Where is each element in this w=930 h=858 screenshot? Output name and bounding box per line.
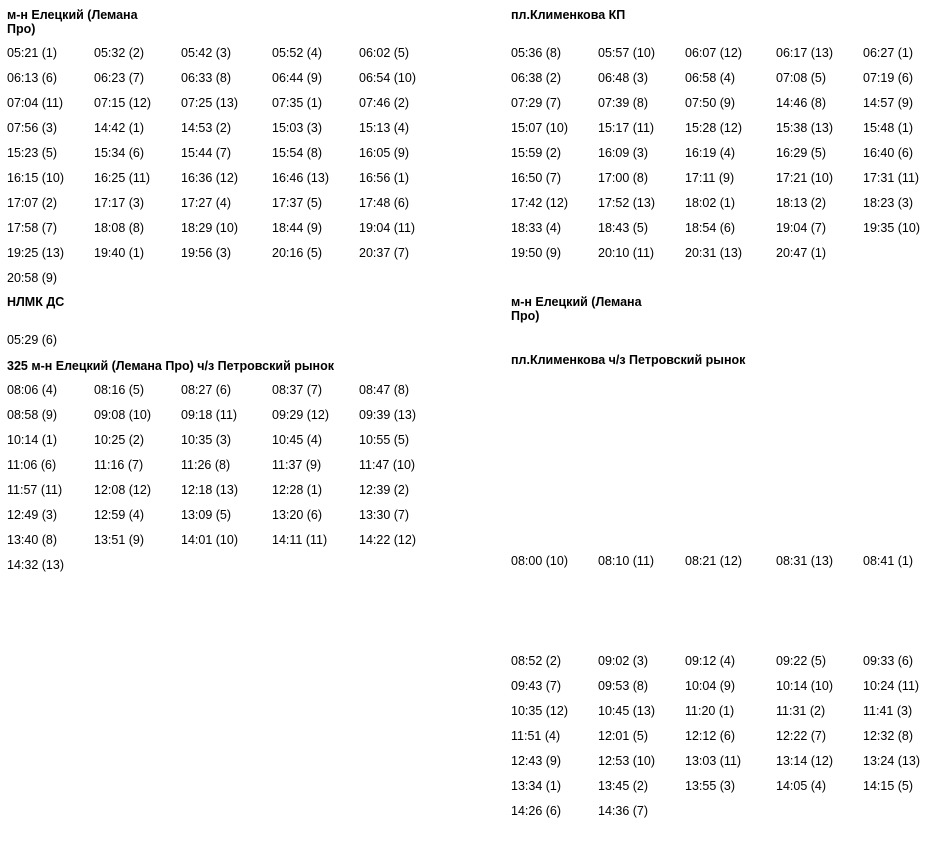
departure-time: 08:58 (9) <box>7 408 58 422</box>
departure-time: 08:27 (6) <box>181 383 232 397</box>
departure-time: 07:19 (6) <box>863 71 914 85</box>
departure-time: 20:10 (11) <box>598 246 655 260</box>
departure-time: 15:03 (3) <box>272 121 323 135</box>
departure-time: 15:34 (6) <box>94 146 145 160</box>
departure-time: 10:35 (3) <box>181 433 232 447</box>
departure-time: 18:23 (3) <box>863 196 914 210</box>
departure-time: 15:59 (2) <box>511 146 562 160</box>
departure-time: 11:41 (3) <box>863 704 913 718</box>
departure-time: 12:28 (1) <box>272 483 323 497</box>
departure-time: 08:37 (7) <box>272 383 323 397</box>
departure-time: 17:31 (11) <box>863 171 920 185</box>
departure-time: 06:23 (7) <box>94 71 145 85</box>
departure-time: 19:25 (13) <box>7 246 64 260</box>
departure-time: 16:19 (4) <box>685 146 736 160</box>
departure-time: 16:56 (1) <box>359 171 410 185</box>
departure-time: 10:45 (4) <box>272 433 323 447</box>
departure-time: 12:01 (5) <box>598 729 649 743</box>
departure-time: 05:42 (3) <box>181 46 232 60</box>
departure-time: 14:57 (9) <box>863 96 914 110</box>
departure-time: 06:27 (1) <box>863 46 914 60</box>
departure-time: 13:40 (8) <box>7 533 58 547</box>
departure-time: 17:37 (5) <box>272 196 323 210</box>
departure-time: 07:50 (9) <box>685 96 736 110</box>
departure-time: 05:29 (6) <box>7 333 58 347</box>
departure-time: 12:32 (8) <box>863 729 914 743</box>
departure-time: 17:21 (10) <box>776 171 833 185</box>
departure-time: 11:31 (2) <box>776 704 826 718</box>
departure-time: 16:36 (12) <box>181 171 238 185</box>
departure-time: 08:16 (5) <box>94 383 145 397</box>
departure-time: 19:35 (10) <box>863 221 920 235</box>
departure-time: 08:10 (11) <box>598 554 655 568</box>
departure-time: 11:26 (8) <box>181 458 231 472</box>
departure-time: 14:32 (13) <box>7 558 64 572</box>
departure-time: 05:57 (10) <box>598 46 655 60</box>
departure-time: 08:47 (8) <box>359 383 410 397</box>
departure-time: 16:40 (6) <box>863 146 914 160</box>
departure-time: 13:45 (2) <box>598 779 649 793</box>
departure-time: 06:54 (10) <box>359 71 416 85</box>
departure-time: 15:28 (12) <box>685 121 742 135</box>
departure-time: 10:24 (11) <box>863 679 920 693</box>
departure-time: 15:38 (13) <box>776 121 833 135</box>
departure-time: 06:33 (8) <box>181 71 232 85</box>
departure-time: 06:13 (6) <box>7 71 58 85</box>
time-grid <box>7 328 447 353</box>
departure-time: 05:21 (1) <box>7 46 58 60</box>
departure-time: 09:18 (11) <box>181 408 238 422</box>
section-title: м-н Елецкий (Лемана Про) <box>511 295 642 323</box>
departure-time: 13:09 (5) <box>181 508 232 522</box>
left-column <box>7 0 447 578</box>
departure-time: 13:20 (6) <box>272 508 323 522</box>
section-title: пл.Клименкова КП <box>511 8 626 22</box>
departure-time: 15:44 (7) <box>181 146 232 160</box>
departure-time: 14:22 (12) <box>359 533 416 547</box>
departure-time: 08:31 (13) <box>776 554 833 568</box>
departure-time: 12:53 (10) <box>598 754 655 768</box>
departure-time: 18:54 (6) <box>685 221 736 235</box>
departure-time: 09:39 (13) <box>359 408 416 422</box>
right-column <box>511 0 930 824</box>
time-grid <box>7 41 447 291</box>
time-grid <box>511 649 930 824</box>
departure-time: 08:41 (1) <box>863 554 914 568</box>
departure-time: 12:08 (12) <box>94 483 151 497</box>
departure-time: 07:29 (7) <box>511 96 562 110</box>
departure-time: 08:21 (12) <box>685 554 742 568</box>
departure-time: 16:05 (9) <box>359 146 410 160</box>
departure-time: 19:04 (7) <box>776 221 827 235</box>
departure-time: 06:38 (2) <box>511 71 562 85</box>
departure-time: 08:52 (2) <box>511 654 562 668</box>
time-grid <box>511 41 930 266</box>
departure-time: 14:26 (6) <box>511 804 562 818</box>
departure-time: 09:33 (6) <box>863 654 914 668</box>
departure-time: 13:55 (3) <box>685 779 736 793</box>
departure-time: 20:16 (5) <box>272 246 323 260</box>
departure-time: 15:07 (10) <box>511 121 568 135</box>
departure-time: 12:49 (3) <box>7 508 58 522</box>
departure-time: 15:54 (8) <box>272 146 323 160</box>
departure-time: 12:43 (9) <box>511 754 562 768</box>
departure-time: 13:34 (1) <box>511 779 562 793</box>
departure-time: 18:29 (10) <box>181 221 238 235</box>
departure-time: 19:40 (1) <box>94 246 145 260</box>
departure-time: 17:00 (8) <box>598 171 649 185</box>
departure-time: 14:46 (8) <box>776 96 827 110</box>
departure-time: 08:06 (4) <box>7 383 58 397</box>
departure-time: 18:43 (5) <box>598 221 649 235</box>
departure-time: 07:04 (11) <box>7 96 64 110</box>
departure-time: 17:42 (12) <box>511 196 568 210</box>
departure-time: 10:35 (12) <box>511 704 568 718</box>
departure-time: 11:20 (1) <box>685 704 735 718</box>
departure-time: 14:53 (2) <box>181 121 232 135</box>
departure-time: 13:24 (13) <box>863 754 920 768</box>
departure-time: 14:01 (10) <box>181 533 238 547</box>
departure-time: 05:32 (2) <box>94 46 145 60</box>
departure-time: 09:53 (8) <box>598 679 649 693</box>
departure-time: 20:58 (9) <box>7 271 58 285</box>
departure-time: 06:44 (9) <box>272 71 323 85</box>
departure-time: 10:55 (5) <box>359 433 410 447</box>
departure-time: 15:48 (1) <box>863 121 914 135</box>
section-title: м-н Елецкий (Лемана Про) <box>7 8 138 36</box>
departure-time: 11:16 (7) <box>94 458 144 472</box>
departure-time: 15:23 (5) <box>7 146 58 160</box>
departure-time: 16:46 (13) <box>272 171 329 185</box>
departure-time: 10:14 (10) <box>776 679 833 693</box>
departure-time: 16:15 (10) <box>7 171 64 185</box>
departure-time: 15:17 (11) <box>598 121 655 135</box>
departure-time: 07:46 (2) <box>359 96 410 110</box>
departure-time: 17:11 (9) <box>685 171 735 185</box>
departure-time: 14:42 (1) <box>94 121 145 135</box>
departure-time: 07:25 (13) <box>181 96 238 110</box>
departure-time: 18:02 (1) <box>685 196 736 210</box>
section-title: 325 м-н Елецкий (Лемана Про) ч/з Петровский рынок <box>7 359 334 373</box>
departure-time: 07:15 (12) <box>94 96 151 110</box>
departure-time: 19:56 (3) <box>181 246 232 260</box>
departure-time: 08:00 (10) <box>511 554 568 568</box>
departure-time: 11:47 (10) <box>359 458 416 472</box>
departure-time: 17:52 (13) <box>598 196 655 210</box>
departure-time: 10:04 (9) <box>685 679 736 693</box>
time-grid <box>7 378 447 578</box>
departure-time: 13:03 (11) <box>685 754 742 768</box>
departure-time: 14:11 (11) <box>272 533 328 547</box>
departure-time: 14:15 (5) <box>863 779 914 793</box>
departure-time: 06:48 (3) <box>598 71 649 85</box>
departure-time: 17:07 (2) <box>7 196 58 210</box>
departure-time: 11:57 (11) <box>7 483 63 497</box>
departure-time: 17:27 (4) <box>181 196 232 210</box>
departure-time: 10:14 (1) <box>7 433 58 447</box>
departure-time: 18:08 (8) <box>94 221 145 235</box>
departure-time: 20:31 (13) <box>685 246 742 260</box>
departure-time: 17:17 (3) <box>94 196 145 210</box>
departure-time: 07:56 (3) <box>7 121 58 135</box>
departure-time: 09:12 (4) <box>685 654 736 668</box>
departure-time: 09:29 (12) <box>272 408 329 422</box>
departure-time: 13:14 (12) <box>776 754 833 768</box>
departure-time: 17:58 (7) <box>7 221 58 235</box>
departure-time: 17:48 (6) <box>359 196 410 210</box>
departure-time: 09:43 (7) <box>511 679 562 693</box>
departure-time: 18:33 (4) <box>511 221 562 235</box>
departure-time: 15:13 (4) <box>359 121 410 135</box>
departure-time: 12:59 (4) <box>94 508 145 522</box>
section-title: НЛМК ДС <box>7 295 65 309</box>
departure-time: 12:18 (13) <box>181 483 238 497</box>
departure-time: 11:51 (4) <box>511 729 561 743</box>
departure-time: 13:30 (7) <box>359 508 410 522</box>
departure-time: 11:37 (9) <box>272 458 322 472</box>
departure-time: 18:44 (9) <box>272 221 323 235</box>
departure-time: 18:13 (2) <box>776 196 827 210</box>
departure-time: 19:04 (11) <box>359 221 416 235</box>
section-title: пл.Клименкова ч/з Петровский рынок <box>511 353 746 367</box>
departure-time: 06:07 (12) <box>685 46 742 60</box>
departure-time: 20:37 (7) <box>359 246 410 260</box>
departure-time: 14:05 (4) <box>776 779 827 793</box>
departure-time: 16:25 (11) <box>94 171 151 185</box>
departure-time: 10:25 (2) <box>94 433 145 447</box>
time-grid <box>511 549 930 574</box>
departure-time: 07:39 (8) <box>598 96 649 110</box>
departure-time: 09:08 (10) <box>94 408 151 422</box>
departure-time: 16:50 (7) <box>511 171 562 185</box>
departure-time: 09:02 (3) <box>598 654 649 668</box>
departure-time: 14:36 (7) <box>598 804 649 818</box>
departure-time: 05:52 (4) <box>272 46 323 60</box>
departure-time: 12:12 (6) <box>685 729 736 743</box>
departure-time: 07:08 (5) <box>776 71 827 85</box>
departure-time: 16:09 (3) <box>598 146 649 160</box>
departure-time: 09:22 (5) <box>776 654 827 668</box>
departure-time: 19:50 (9) <box>511 246 562 260</box>
departure-time: 06:17 (13) <box>776 46 833 60</box>
departure-time: 10:45 (13) <box>598 704 655 718</box>
departure-time: 11:06 (6) <box>7 458 57 472</box>
departure-time: 06:58 (4) <box>685 71 736 85</box>
departure-time: 06:02 (5) <box>359 46 410 60</box>
departure-time: 20:47 (1) <box>776 246 827 260</box>
departure-time: 05:36 (8) <box>511 46 562 60</box>
departure-time: 16:29 (5) <box>776 146 827 160</box>
departure-time: 12:39 (2) <box>359 483 410 497</box>
departure-time: 07:35 (1) <box>272 96 323 110</box>
departure-time: 12:22 (7) <box>776 729 827 743</box>
departure-time: 13:51 (9) <box>94 533 145 547</box>
